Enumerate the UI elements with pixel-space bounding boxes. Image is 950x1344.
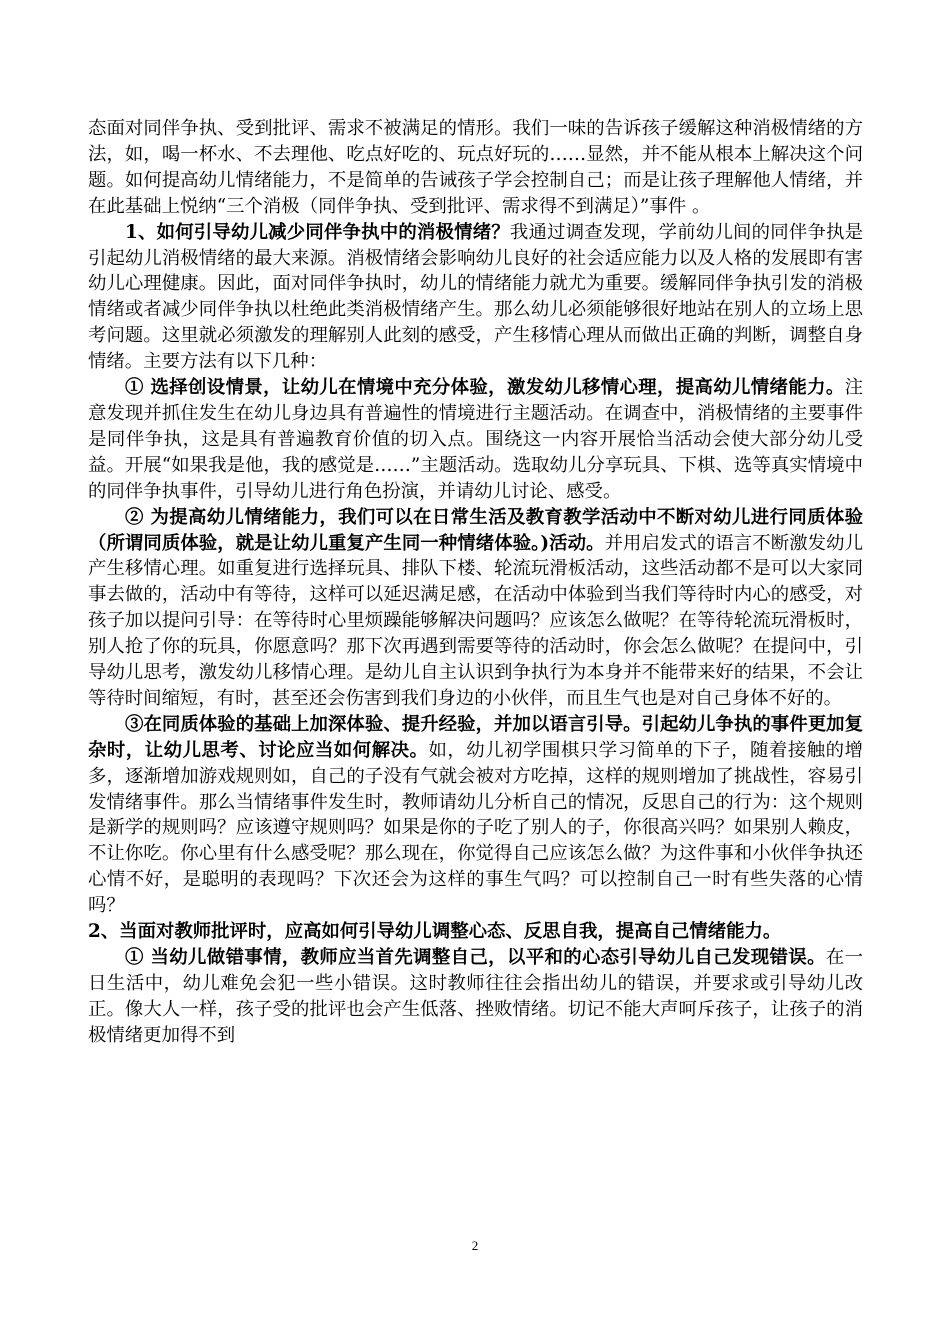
paragraph-4-text: 并用启发式的语言不断激发幼儿产生移情心理。如重复进行选择玩具、排队下楼、轮流玩滑板活动，这些活动都不是可以大家同事去做的，活动中有等待，这样可以延迟满足感，在活动中体验到当我们等待时内心的感受，对孩子加以提问引导：在等待时心里烦躁能够解决问题吗？应该怎么做呢？在等待轮流玩滑板时，别人抢了你的玩具，你愿意吗？那下次再遇到需要等待的活动时，你会怎么做呢？在提问中，引导幼儿思考，激发幼儿移情心理。是幼儿自主认识到争执行为本身并不能带来好的结果，不会让等待时间缩短，有时，甚至还会伤害到我们身边的小伙伴，而且生气也是对自己身体不好的。 xyxy=(88,532,863,709)
paragraph-7-text: 在一日生活中，幼儿难免会犯一些小错误。这时教师往往会指出幼儿的错误，并要求或引导幼儿改正。像大人一样，孩子受的批评也会产生低落、挫败情绪。切记不能大声呵斥孩子，让孩子的消极情绪更加得不到 xyxy=(88,947,863,1046)
page-number: 2 xyxy=(471,1238,479,1253)
paragraph-5-text: 如，幼儿初学围棋只学习简单的下子，随着接触的增多，逐渐增加游戏规则如，自己的子没有气就会被对方吃掉，这样的规则增加了挑战性，容易引发情绪事件。那么当情绪事件发生时，教师请幼儿分析自己的情况，反思自己的行为：这个规则是新学的规则吗？应该遵守规则吗？如果是你的子吃了别人的子，你很高兴吗？如果别人赖皮，不让你吃。你心里有什么感受呢？那么现在，你觉得自己应该怎么做？为这件事和小伙伴争执还心情不好，是聪明的表现吗？下次还会为这样的事生气吗？可以控制自己一时有些失落的心情吗？ xyxy=(88,739,863,917)
document-body xyxy=(88,116,863,1049)
paragraph-4 xyxy=(88,505,863,712)
paragraph-2 xyxy=(88,220,863,375)
method-2-heading: ② 为提高幼儿情绪能力，我们可以在日常生活及教育教学活动中不断对幼儿进行同质体验（所谓同质体验，就是让幼儿重复产生同一种情绪体验。)活动。 xyxy=(88,506,863,554)
paragraph-3 xyxy=(88,375,863,505)
method-1-heading: ① 选择创设情景，让幼儿在情境中充分体验，激发幼儿移情心理，提高幼儿情绪能力。 xyxy=(125,377,845,399)
subsection-heading-2-1: ① 当幼儿做错事情，教师应当首先调整自己，以平和的心态引导幼儿自己发现错误。 xyxy=(125,947,826,968)
paragraph-1-text: 态面对同伴争执、受到批评、需求不被满足的情形。我们一味的告诉孩子缓解这种消极情绪的方法，如，喝一杯水、不去理他、吃点好吃的、玩点好玩的……显然，并不能从根本上解决这个问题。如何提高幼儿情绪能力，不是简单的告诫孩子学会控制自己；而是让孩子理解他人情绪，并在此基础上悦纳“三个消极（同伴争执、受到批评、需求得不到满足）”事件 。 xyxy=(88,118,863,217)
section-heading-2: 2、当面对教师批评时，应高如何引导幼儿调整心态、反思自我，提高自己情绪能力。 xyxy=(88,921,782,943)
paragraph-6 xyxy=(88,919,863,945)
paragraph-7 xyxy=(88,945,863,1049)
method-3-heading: ③在同质体验的基础上加深体验、提升经验，并加以语言引导。引起幼儿争执的事件更加复杂时，让幼儿思考、讨论应当如何解决。 xyxy=(88,713,863,761)
paragraph-1 xyxy=(88,116,863,220)
paragraph-3-text: 注意发现并抓住发生在幼儿身边具有普遍性的情境进行主题活动。在调查中，消极情绪的主要事件是同伴争执，这是具有普遍教育价值的切入点。围绕这一内容开展恰当活动会使大部分幼儿受益。开展“如果我是他，我的感觉是……”主题活动。选取幼儿分享玩具、下棋、选等真实情境中的同伴争执事件，引导幼儿进行角色扮演，并请幼儿讨论、感受。 xyxy=(88,377,863,502)
paragraph-2-text: 我通过调查发现，学前幼儿间的同伴争执是引起幼儿消极情绪的最大来源。消极情绪会影响幼儿良好的社会适应能力以及人格的发展即有害幼儿心理健康。因此，面对同伴争执时，幼儿的情绪能力就尤为重要。缓解同伴争执引发的消极情绪或者减少同伴争执以杜绝此类消极情绪产生。那么幼儿必须能够很好地站在别人的立场上思考问题。这里就必须激发的理解别人此刻的感受，产生移情心理从而做出正确的判断，调整自身情绪。主要方法有以下几种： xyxy=(88,221,863,373)
paragraph-5 xyxy=(88,712,863,919)
section-heading-1: 1、如何引导幼儿减少同伴争执中的消极情绪？ xyxy=(125,221,510,243)
